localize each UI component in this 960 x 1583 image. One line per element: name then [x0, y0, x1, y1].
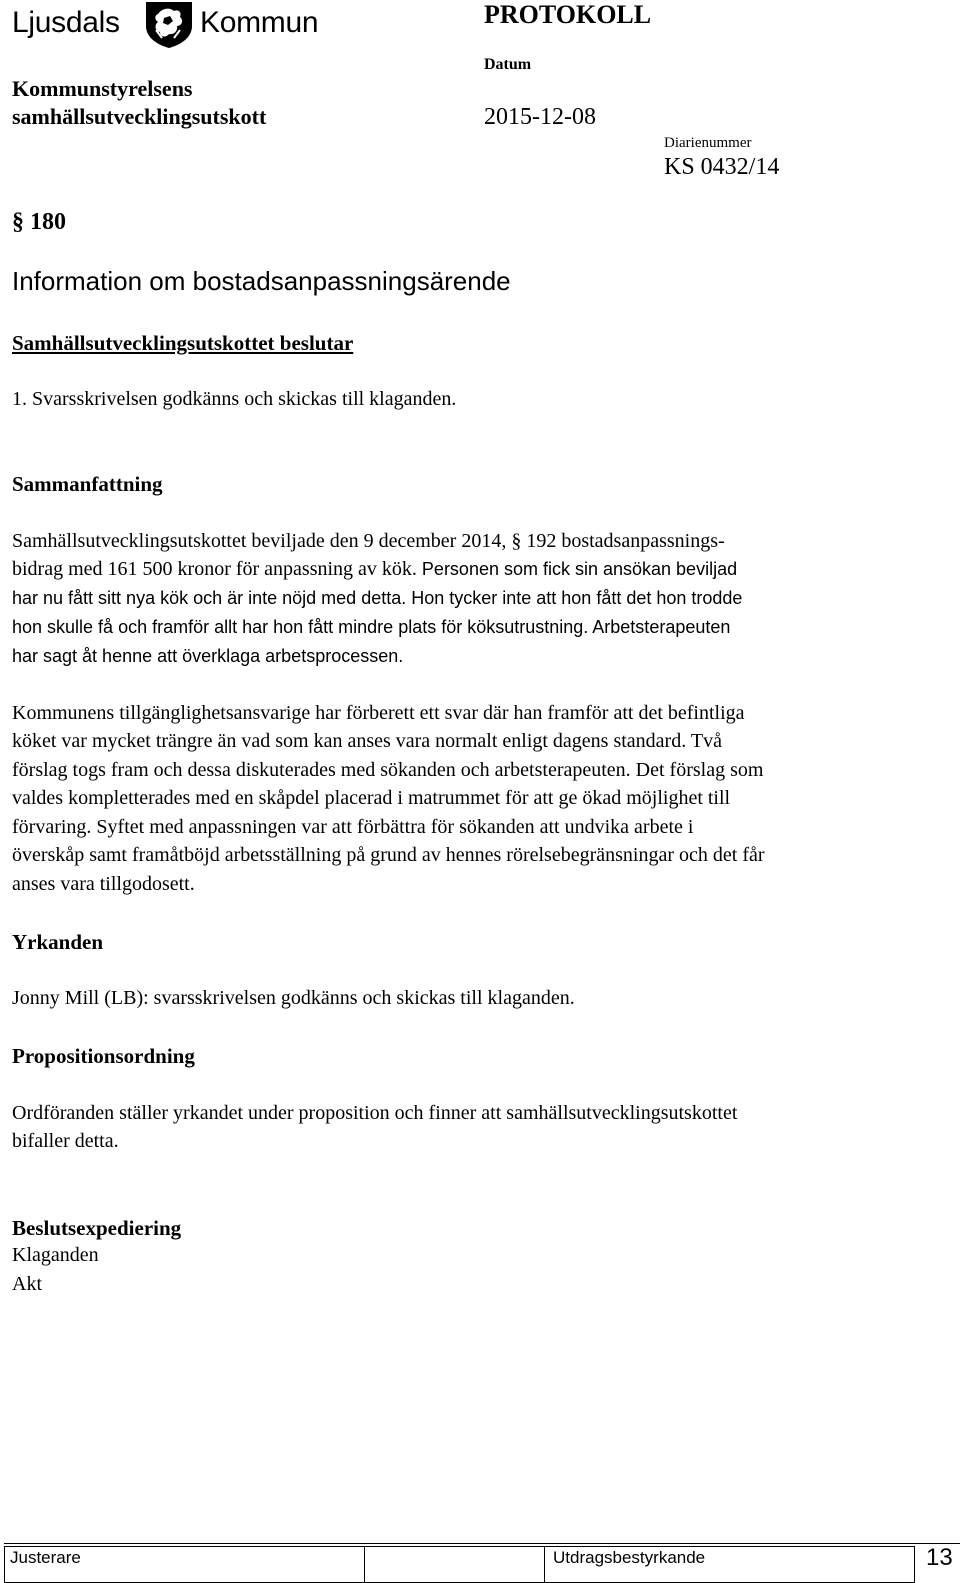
summary-line: hon skulle få och framför allt har hon fått mindre plats för köksutrustning. Arbetsterapeuten	[12, 617, 731, 637]
motions-heading: Yrkanden	[12, 930, 104, 954]
justerare-signature-box	[364, 1546, 545, 1583]
summary-line: bidrag med 161 500 kronor för anpassning av kök. Personen som fick sin ansökan beviljad	[12, 558, 738, 580]
summary-line: köket var mycket trängre än vad som kan anses vara normalt enligt dagens standard. Två	[12, 730, 722, 752]
paragraph-number-value: 180	[30, 209, 66, 235]
motion-text: Jonny Mill (LB): svarsskrivelsen godkänns och skickas till klaganden.	[12, 987, 575, 1009]
logo-word-ljusdals: Ljusdals	[12, 6, 120, 39]
diarie-number: KS 0432/14	[664, 154, 780, 180]
decision-heading: Samhällsutvecklingsutskottet beslutar	[12, 331, 354, 355]
summary-line: förslag togs fram och dessa diskuterades med sökanden och arbetsterapeuten. Det förslag som	[12, 759, 764, 781]
document-type: PROTOKOLL	[484, 0, 652, 29]
justerare-label: Justerare	[10, 1548, 81, 1567]
dispatch-recipient: Klaganden	[12, 1244, 99, 1266]
section-title: Information om bostadsanpassningsärende	[12, 266, 511, 296]
date-value: 2015-12-08	[484, 104, 596, 130]
page-number: 13	[926, 1544, 953, 1571]
paragraph-sign: §	[12, 209, 24, 235]
summary-line: har nu fått sitt nya kök och är inte nöjd med detta. Hon tycker inte att hon fått det hon trodde	[12, 588, 743, 608]
proposition-heading: Propositionsordning	[12, 1044, 195, 1068]
utdrag-label: Utdragsbestyrkande	[553, 1548, 706, 1567]
summary-line: Kommunens tillgänglighetsansvarige har förberett ett svar där han framför att det befintliga	[12, 702, 745, 724]
summary-line: Samhällsutvecklingsutskottet beviljade den 9 december 2014, § 192 bostadsanpassnings-	[12, 530, 725, 552]
summary-line: förvaring. Syftet med anpassningen var att förbättra för sökanden att undvika arbete i	[12, 816, 694, 838]
summary-line: har sagt åt henne att överklaga arbetsprocessen.	[12, 646, 404, 666]
summary-line: anses vara tillgodosett.	[12, 873, 195, 895]
municipality-logo	[12, 0, 334, 46]
logo-word-kommun: Kommun	[200, 6, 319, 39]
summary-heading: Sammanfattning	[12, 472, 163, 496]
paragraph-number	[12, 209, 66, 236]
footer-divider	[4, 1543, 960, 1544]
organization-line-2: samhällsutvecklingsutskott	[12, 104, 267, 129]
diarie-label: Diarienummer	[664, 135, 752, 151]
proposition-line: Ordföranden ställer yrkandet under proposition och finner att samhällsutvecklingsutskottet	[12, 1102, 738, 1124]
date-label: Datum	[484, 56, 532, 73]
summary-line: valdes kompletterades med en skåpdel placerad i matrummet för att ge ökad möjlighet till	[12, 787, 731, 809]
dispatch-recipient: Akt	[12, 1273, 42, 1295]
decision-item: 1. Svarsskrivelsen godkänns och skickas till klaganden.	[12, 388, 457, 410]
dispatch-heading: Beslutsexpediering	[12, 1216, 182, 1240]
summary-line: överskåp samt framåtböjd arbetsställning på grund av hennes rörelsebegränsningar och det får	[12, 844, 765, 866]
coat-of-arms-icon	[140, 0, 198, 48]
proposition-line: bifaller detta.	[12, 1130, 119, 1152]
organization-line-1: Kommunstyrelsens	[12, 76, 193, 101]
